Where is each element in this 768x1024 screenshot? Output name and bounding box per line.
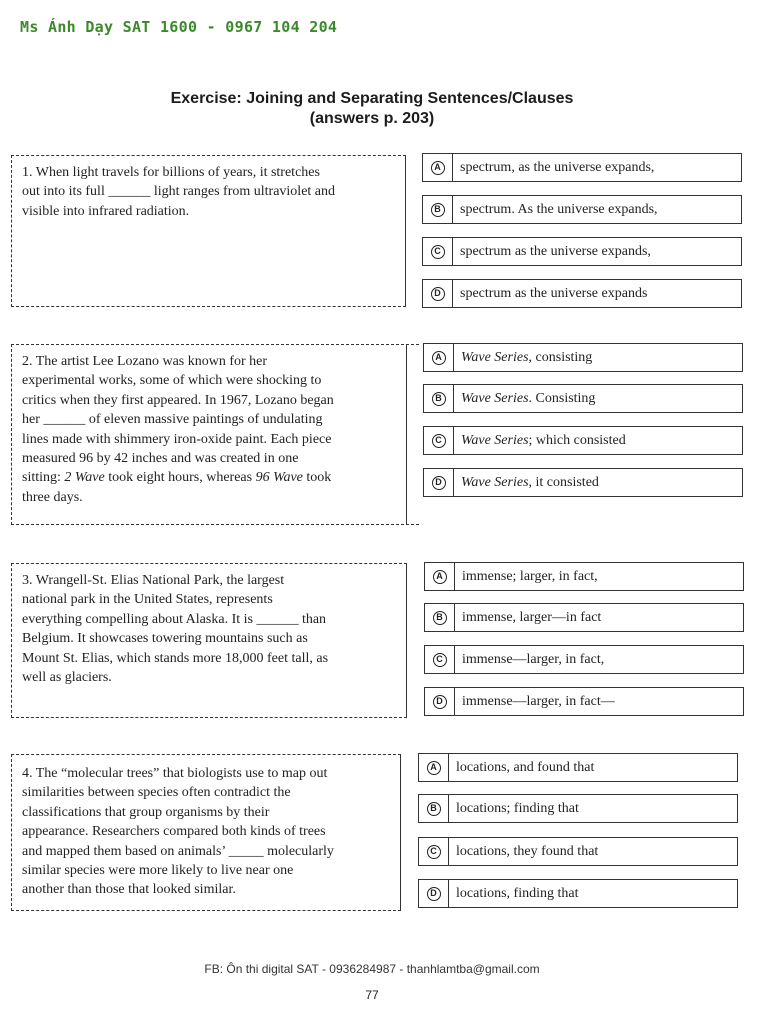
- question-line: 1. When light travels for billions of years, it stretches: [22, 165, 320, 180]
- option-text: Wave Series; which consisted: [461, 432, 626, 448]
- question-3-divider: [406, 563, 407, 718]
- question-line: national park in the United States, represents: [22, 592, 273, 608]
- letter-a-icon: A: [431, 161, 445, 175]
- letter-a-icon: A: [433, 570, 447, 584]
- q2-option-c[interactable]: [423, 426, 743, 455]
- q4-option-a[interactable]: [418, 753, 738, 782]
- letter-c-icon: C: [433, 653, 447, 667]
- question-line: Mount St. Elias, which stands more 18,000 feet tall, as: [22, 650, 329, 666]
- option-text: spectrum as the universe expands,: [460, 243, 651, 259]
- question-line: Belgium. It showcases towering mountains such as: [22, 631, 308, 647]
- q4-option-d[interactable]: [418, 879, 738, 908]
- option-text: Wave Series, consisting: [461, 349, 593, 365]
- question-line: 2. The artist Lee Lozano was known for her: [22, 354, 268, 369]
- question-line: sitting: 2 Wave took eight hours, whereas 96 Wave took: [22, 470, 332, 486]
- option-text: locations; finding that: [456, 800, 579, 816]
- question-line: another than those that looked similar.: [22, 882, 236, 898]
- question-line: and mapped them based on animals’ _____ molecularly: [22, 843, 334, 859]
- letter-d-icon: D: [431, 287, 445, 301]
- letter-d-icon: D: [432, 476, 446, 490]
- question-line: appearance. Researchers compared both kinds of trees: [22, 824, 326, 840]
- question-line: classifications that group organisms by their: [22, 804, 270, 820]
- q2-option-b[interactable]: [423, 384, 743, 413]
- letter-d-icon: D: [433, 695, 447, 709]
- page-number: 77: [365, 988, 379, 1002]
- q1-option-d[interactable]: [422, 279, 742, 308]
- letter-a-icon: A: [427, 761, 441, 775]
- option-text: immense; larger, in fact,: [462, 568, 598, 584]
- question-line: lines made with shimmery iron-oxide paint. Each piece: [22, 431, 332, 447]
- question-line: measured 96 by 42 inches and was created in one: [22, 451, 299, 467]
- question-line: out into its full ______ light ranges from ultraviolet and: [22, 184, 336, 200]
- letter-c-icon: C: [431, 245, 445, 259]
- option-text: Wave Series. Consisting: [461, 390, 596, 406]
- question-line: well as glaciers.: [22, 670, 112, 686]
- question-4-divider: [400, 754, 401, 911]
- page-title: Exercise: Joining and Separating Sentences/Clauses: [170, 90, 574, 107]
- letter-c-icon: C: [432, 434, 446, 448]
- letter-b-icon: B: [427, 802, 441, 816]
- q1-option-a[interactable]: [422, 153, 742, 182]
- q1-option-b[interactable]: [422, 195, 742, 224]
- q3-option-c[interactable]: [424, 645, 744, 674]
- question-line: everything compelling about Alaska. It is ______ than: [22, 611, 327, 627]
- question-line: visible into infrared radiation.: [22, 203, 190, 219]
- q2-option-d[interactable]: [423, 468, 743, 497]
- option-text: Wave Series, it consisted: [461, 474, 599, 490]
- q4-option-c[interactable]: [418, 837, 738, 866]
- option-text: spectrum, as the universe expands,: [460, 159, 655, 175]
- question-line: similar species were more likely to live near one: [22, 863, 294, 879]
- option-text: immense—larger, in fact—: [462, 693, 615, 709]
- option-text: spectrum. As the universe expands,: [460, 201, 658, 217]
- q3-option-d[interactable]: [424, 687, 744, 716]
- question-4-text: [22, 764, 334, 900]
- option-text: spectrum as the universe expands: [460, 285, 648, 301]
- option-text: immense, larger—in fact: [462, 609, 602, 625]
- question-3-text: [22, 571, 328, 687]
- q4-option-b[interactable]: [418, 794, 738, 823]
- question-2-divider: [406, 344, 407, 525]
- q1-option-c[interactable]: [422, 237, 742, 266]
- q3-option-b[interactable]: [424, 603, 744, 632]
- letter-b-icon: B: [431, 203, 445, 217]
- letter-a-icon: A: [432, 351, 446, 365]
- footer-contact: FB: Ôn thi digital SAT - 0936284987 - thanhlamtba@gmail.com: [204, 962, 540, 976]
- question-line: three days.: [22, 489, 83, 505]
- letter-c-icon: C: [427, 845, 441, 859]
- letter-b-icon: B: [433, 611, 447, 625]
- question-line: experimental works, some of which were shocking to: [22, 373, 322, 389]
- watermark: Ms Ánh Dạy SAT 1600 - 0967 104 204: [20, 18, 338, 36]
- option-text: locations, and found that: [456, 759, 595, 775]
- letter-d-icon: D: [427, 887, 441, 901]
- question-line: 4. The “molecular trees” that biologists use to map out: [22, 766, 328, 781]
- page-subtitle: (answers p. 203): [309, 110, 435, 127]
- option-text: locations, they found that: [456, 843, 599, 859]
- question-line: her ______ of eleven massive paintings of undulating: [22, 412, 323, 428]
- option-text: locations, finding that: [456, 885, 579, 901]
- option-text: immense—larger, in fact,: [462, 651, 605, 667]
- question-line: critics when they first appeared. In 1967, Lozano began: [22, 392, 334, 408]
- question-1-divider: [405, 155, 406, 307]
- q3-option-a[interactable]: [424, 562, 744, 591]
- question-line: similarities between species often contradict the: [22, 785, 291, 801]
- question-line: 3. Wrangell-St. Elias National Park, the largest: [22, 573, 285, 588]
- q2-option-a[interactable]: [423, 343, 743, 372]
- question-1-text: [22, 163, 335, 221]
- question-2-text: [22, 352, 334, 507]
- letter-b-icon: B: [432, 392, 446, 406]
